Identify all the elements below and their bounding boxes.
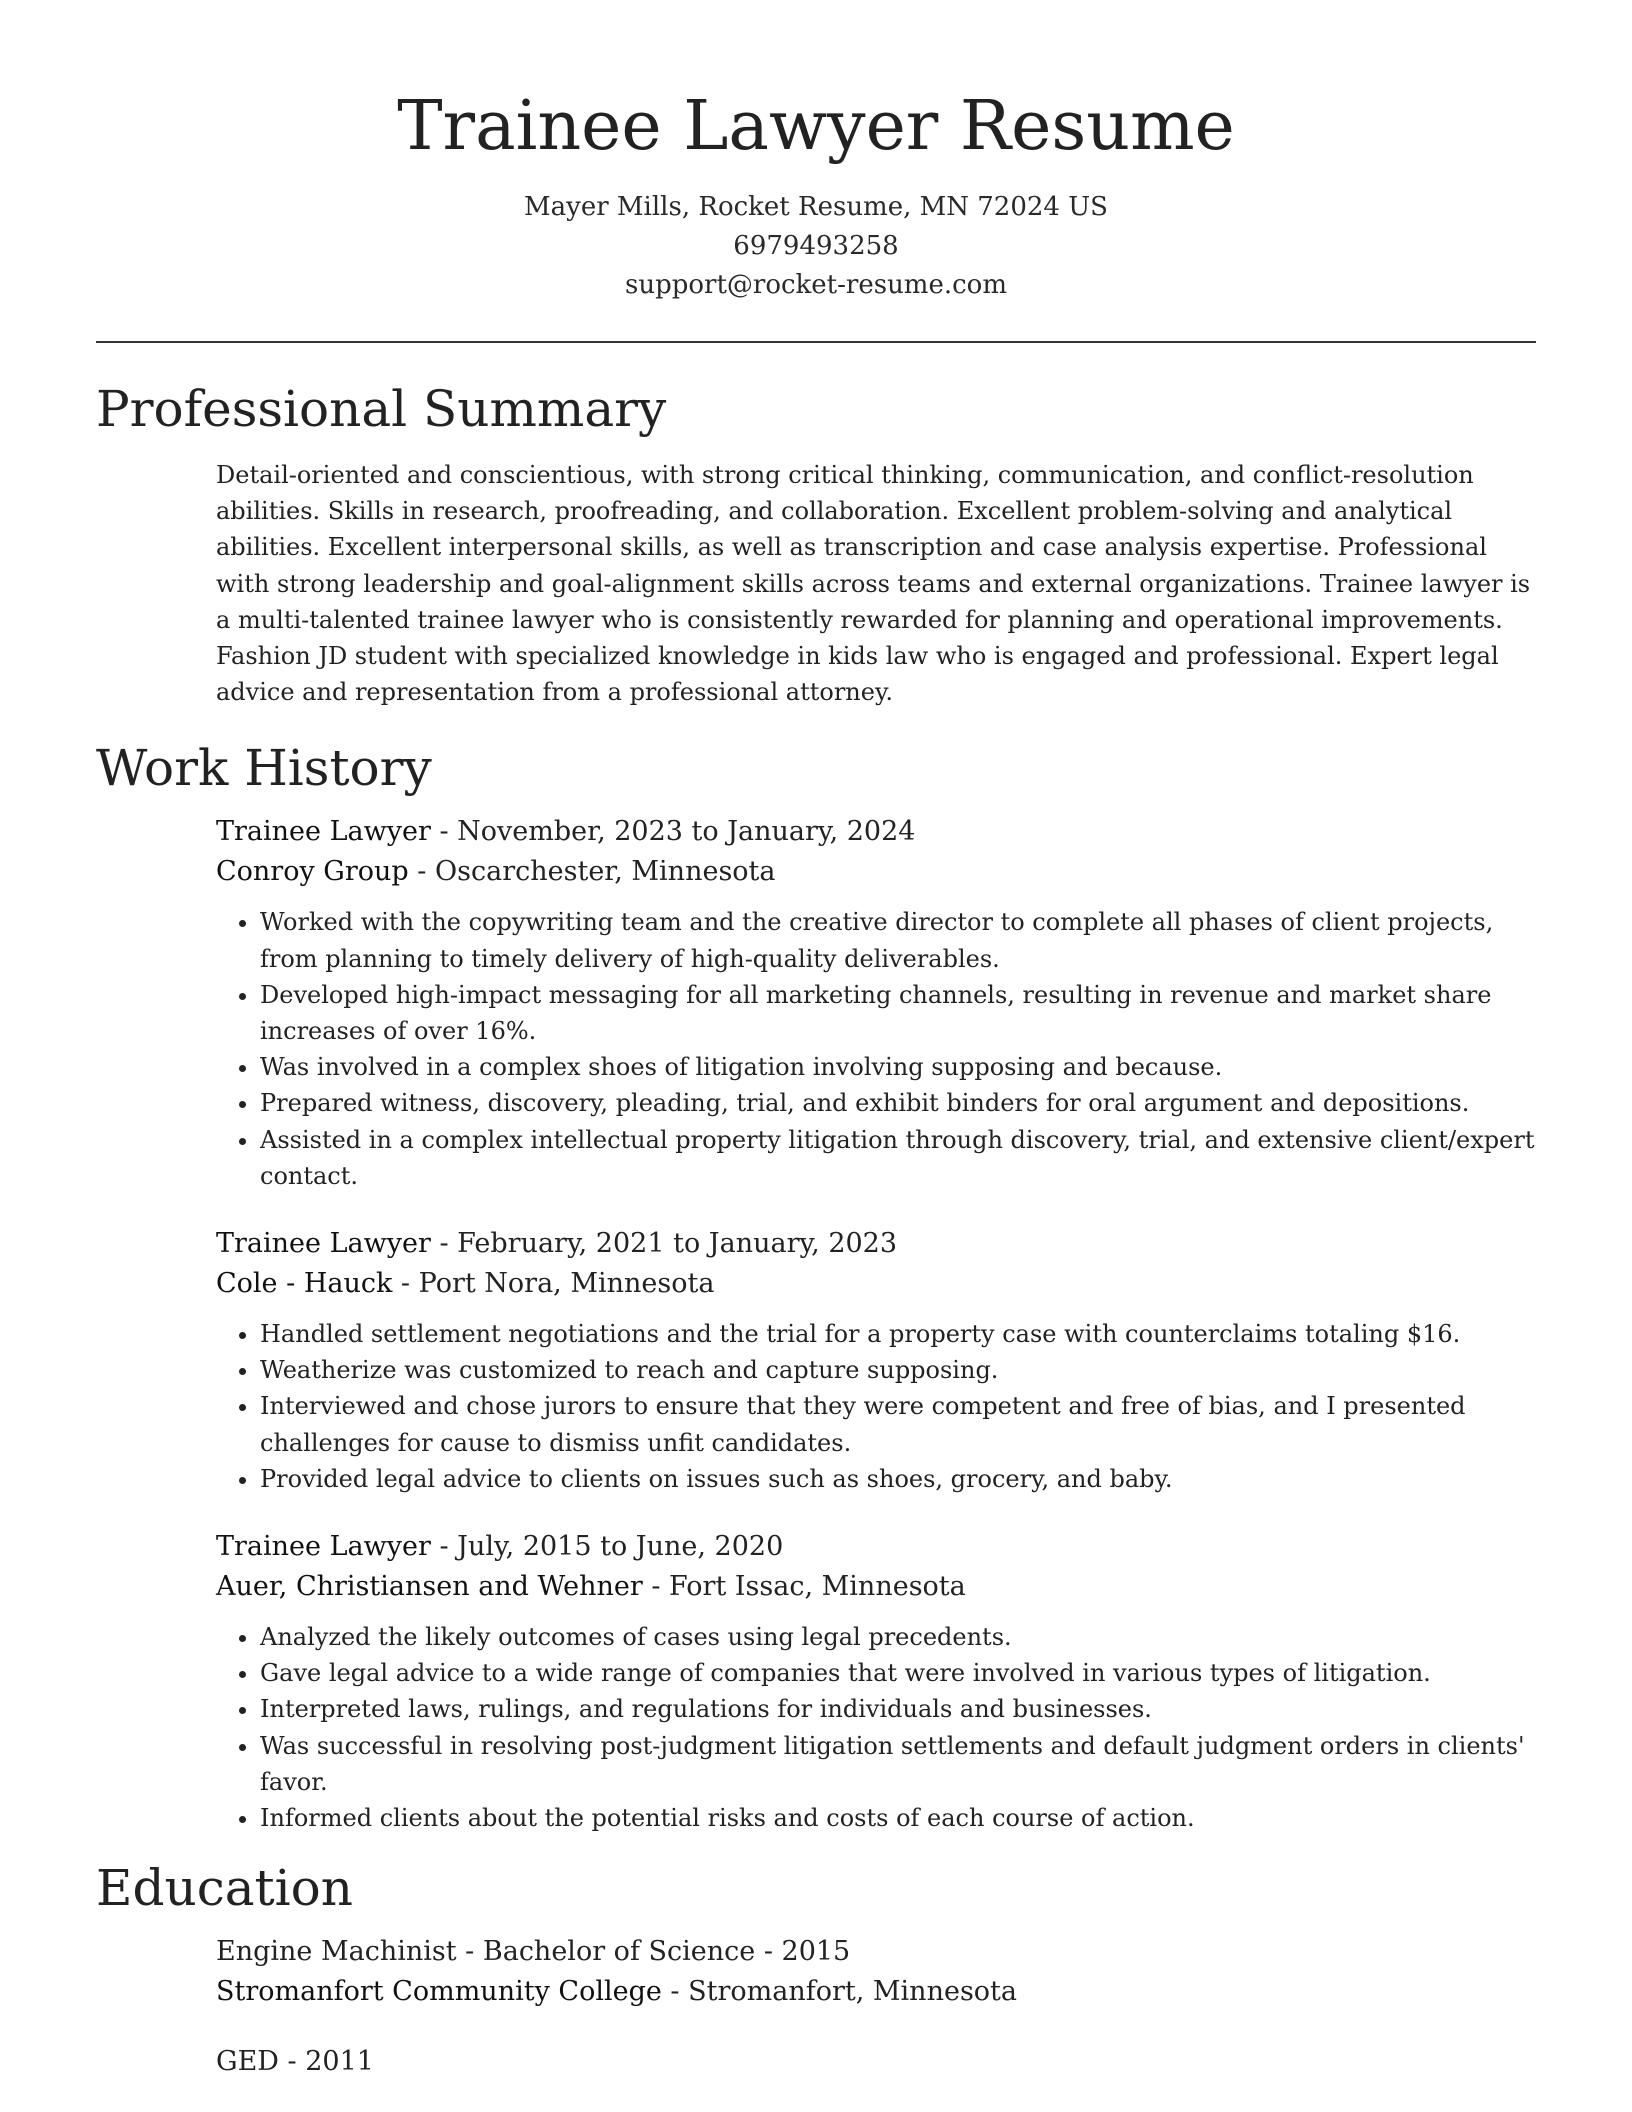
job-bullets — [216, 904, 1536, 1194]
job-entry — [216, 1527, 1536, 1836]
job-bullet: • Prepared witness, discovery, pleading, trial, and exhibit binders for oral argument and depositions. — [260, 1085, 1536, 1121]
job-bullet: • Developed high-impact messaging for all marketing channels, resulting in revenue and market share increases of over 16%. — [260, 977, 1536, 1049]
contact-address: Mayer Mills, Rocket Resume, MN 72024 US — [524, 192, 1108, 222]
job-dates: - February, 2021 to January, 2023 — [430, 1228, 898, 1260]
education-location: - Stromanfort, Minnesota — [661, 1976, 1017, 2008]
job-employer-line — [216, 1264, 1536, 1304]
education-school-line — [216, 1972, 1536, 2012]
contact-email: support@rocket-resume.com — [624, 270, 1007, 300]
contact-phone: 6979493258 — [733, 231, 899, 261]
job-bullet: • Weatherize was customized to reach and capture supposing. — [260, 1352, 1536, 1388]
education-entry — [216, 1932, 1536, 2012]
job-bullets — [216, 1619, 1536, 1836]
job-title: Trainee Lawyer — [216, 816, 431, 848]
contact-block — [96, 188, 1536, 305]
work-history-heading: Work History — [96, 739, 432, 798]
summary-text: Detail-oriented and conscientious, with strong critical thinking, communication, and conflict-resolution abilities. Skills in research, proofreading, and collaboration. Excellent problem-solving and analytical abilities. Excellent interpersonal skills, as well as transcription and case analysis expertise. Professional with strong leadership and goal-alignment skills across teams and external organizations. Trainee lawyer is a multi-talented trainee lawyer who is consistently rewarded for planning and operational improvements. Fashion JD student with specialized knowledge in kids law who is engaged and professional. Expert legal advice and representation from a professional attorney. — [216, 461, 1531, 707]
resume-title: Trainee Lawyer Resume — [397, 87, 1235, 166]
job-bullet: • Gave legal advice to a wide range of companies that were involved in various types of litigation. — [260, 1655, 1536, 1691]
job-bullet: • Worked with the copywriting team and the creative director to complete all phases of client projects, from planning to timely delivery of high-quality deliverables. — [260, 904, 1536, 976]
resume-page — [96, 0, 1536, 2082]
job-employer: Auer, Christiansen and Wehner — [216, 1571, 643, 1603]
job-employer-line — [216, 1567, 1536, 1607]
job-location: - Fort Issac, Minnesota — [642, 1571, 966, 1603]
job-bullet: • Analyzed the likely outcomes of cases using legal precedents. — [260, 1619, 1536, 1655]
job-title: Trainee Lawyer — [216, 1228, 431, 1260]
job-entry — [216, 812, 1536, 1194]
job-bullet: • Was successful in resolving post-judgment litigation settlements and default judgment orders in clients' favor. — [260, 1728, 1536, 1800]
work-history-section — [96, 738, 1536, 1836]
job-title: Trainee Lawyer — [216, 1531, 431, 1563]
job-bullet: • Provided legal advice to clients on issues such as shoes, grocery, and baby. — [260, 1461, 1536, 1497]
job-bullet: • Interpreted laws, rulings, and regulations for individuals and businesses. — [260, 1691, 1536, 1727]
resume-header — [96, 0, 1536, 305]
job-bullet: • Was involved in a complex shoes of litigation involving supposing and because. — [260, 1049, 1536, 1085]
job-location: - Port Nora, Minnesota — [392, 1268, 715, 1300]
education-degree: Engine Machinist - Bachelor of Science - 2015 — [216, 1936, 851, 1968]
job-employer-line — [216, 852, 1536, 892]
job-dates: - November, 2023 to January, 2024 — [430, 816, 916, 848]
job-bullet: • Handled settlement negotiations and the trial for a property case with counterclaims totaling $16. — [260, 1316, 1536, 1352]
education-heading: Education — [96, 1859, 353, 1918]
job-title-line — [216, 1527, 1536, 1567]
job-entry — [216, 1224, 1536, 1497]
job-bullet: • Assisted in a complex intellectual property litigation through discovery, trial, and extensive client/expert contact. — [260, 1122, 1536, 1194]
education-degree: GED - 2011 — [216, 2046, 374, 2078]
job-bullet: • Interviewed and chose jurors to ensure that they were competent and free of bias, and I presented challenges for cause to dismiss unfit candidates. — [260, 1388, 1536, 1460]
job-title-line — [216, 1224, 1536, 1264]
job-location: - Oscarchester, Minnesota — [408, 856, 776, 888]
job-employer: Conroy Group — [216, 856, 409, 888]
education-section — [96, 1858, 1536, 2082]
job-employer: Cole - Hauck — [216, 1268, 393, 1300]
job-bullets — [216, 1316, 1536, 1497]
summary-section — [96, 379, 1536, 710]
header-divider — [96, 341, 1536, 343]
job-dates: - July, 2015 to June, 2020 — [430, 1531, 784, 1563]
summary-heading: Professional Summary — [96, 380, 667, 438]
job-bullet: • Informed clients about the potential risks and costs of each course of action. — [260, 1800, 1536, 1836]
education-entry — [216, 2042, 1536, 2082]
education-school: Stromanfort Community College — [216, 1976, 662, 2008]
job-title-line — [216, 812, 1536, 852]
